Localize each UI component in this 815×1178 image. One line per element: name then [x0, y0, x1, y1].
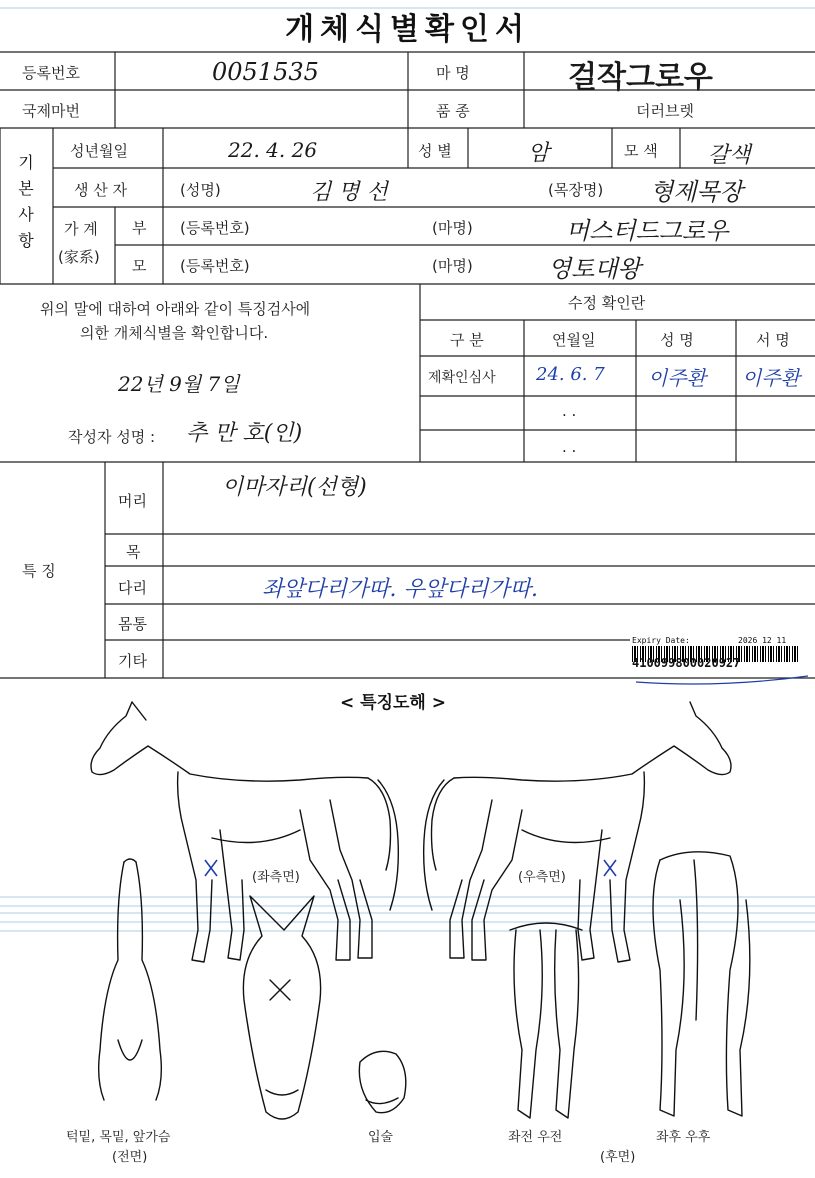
dam-label: 모	[132, 257, 147, 275]
legs-label: 다리	[118, 579, 147, 597]
farm-value: 형제목장	[650, 178, 743, 206]
features-section-label: 특 징	[22, 562, 56, 580]
dam-name-value: 영토대왕	[548, 255, 641, 283]
revision-row-date: 24. 6. 7	[536, 364, 605, 385]
reg-no-value: 0051535	[212, 58, 319, 86]
sire-name-label: (마명)	[432, 219, 473, 237]
left-side-horse-icon	[91, 702, 398, 962]
dam-name-label: (마명)	[432, 257, 473, 275]
statement-line-2: 의한 개체식별을 확인합니다.	[80, 324, 269, 342]
body-label: 몸통	[118, 615, 147, 633]
head-value: 이마자리(선형)	[222, 475, 367, 500]
revision-title: 수정 확인란	[568, 294, 646, 312]
expiry-value: 2026 12 11	[738, 636, 787, 645]
revision-row-type: 제확인심사	[428, 370, 496, 386]
legs-value: 좌앞다리가따. 우앞다리가따.	[262, 577, 539, 602]
revision-col-name: 성 명	[660, 331, 694, 349]
front-chest-icon	[99, 859, 162, 1100]
reg-no-label: 등록번호	[22, 64, 80, 82]
writer-label: 작성자 성명 :	[68, 428, 156, 446]
producer-name-value: 김 명 선	[310, 180, 388, 205]
revision-row-sign: 이주환	[742, 366, 800, 390]
sire-name-value: 머스터드그로우	[566, 217, 729, 245]
farm-label: (목장명)	[548, 181, 604, 199]
right-side-horse-icon	[424, 702, 731, 962]
sire-reg-label: (등록번호)	[180, 219, 250, 237]
producer-label: 생 산 자	[74, 181, 128, 199]
rear-label: (후면)	[600, 1150, 636, 1165]
revision-col-sign: 서 명	[756, 331, 790, 349]
horse-name-label: 마 명	[436, 64, 470, 82]
chest-label: 턱밑, 목밑, 앞가슴	[66, 1130, 171, 1145]
coat-value: 갈색	[708, 143, 751, 168]
sex-value: 암	[528, 141, 550, 166]
pedigree-label-2: (家系)	[58, 248, 100, 266]
other-label: 기타	[118, 652, 147, 670]
revision-col-date: 연월일	[552, 331, 596, 349]
head-label: 머리	[118, 492, 147, 510]
dam-reg-label: (등록번호)	[180, 257, 250, 275]
intl-no-label: 국제마번	[22, 102, 80, 120]
statement-line-1: 위의 말에 대하여 아래와 같이 특징검사에	[40, 300, 311, 318]
basic-section-label: 기 본 사 항	[18, 153, 34, 250]
front-legs-icon	[510, 923, 582, 1118]
revision-row-date-empty: . .	[562, 438, 577, 456]
producer-name-label: (성명)	[180, 181, 221, 199]
birth-label: 성년월일	[70, 142, 128, 160]
fore-legs-label: 좌전 우전	[508, 1130, 563, 1145]
diagram-title: < 특징도해 >	[340, 693, 447, 713]
left-side-label: (좌측면)	[252, 870, 300, 885]
revision-row-name: 이주환	[648, 366, 706, 390]
breed-label: 품 종	[436, 102, 470, 120]
confirmation-date: 22년 9월 7일	[118, 372, 240, 396]
sex-label: 성 별	[418, 142, 452, 160]
hind-legs-label: 좌후 우후	[656, 1130, 711, 1145]
document-title: 개체식별확인서	[285, 12, 530, 47]
sire-label: 부	[132, 219, 147, 237]
lips-icon	[359, 1051, 405, 1112]
lips-label: 입술	[368, 1130, 394, 1145]
right-side-label: (우측면)	[518, 870, 566, 885]
neck-label: 목	[126, 543, 141, 561]
rear-view-icon	[653, 852, 750, 1116]
front-label: (전면)	[112, 1150, 148, 1165]
revision-row-date-empty: . .	[562, 402, 577, 420]
barcode-number: 410099800020927	[632, 656, 741, 670]
revision-col-type: 구 분	[450, 331, 484, 349]
birth-value: 22. 4. 26	[228, 138, 318, 162]
coat-label: 모 색	[624, 142, 658, 160]
pedigree-label-1: 가 계	[64, 220, 98, 238]
breed-value: 더러브렛	[636, 102, 694, 120]
expiry-label: Expiry Date:	[632, 636, 690, 645]
writer-value: 추 만 호(인)	[186, 421, 303, 446]
front-head-icon	[243, 896, 320, 1119]
horse-name-value: 걸작그로우	[568, 60, 713, 95]
